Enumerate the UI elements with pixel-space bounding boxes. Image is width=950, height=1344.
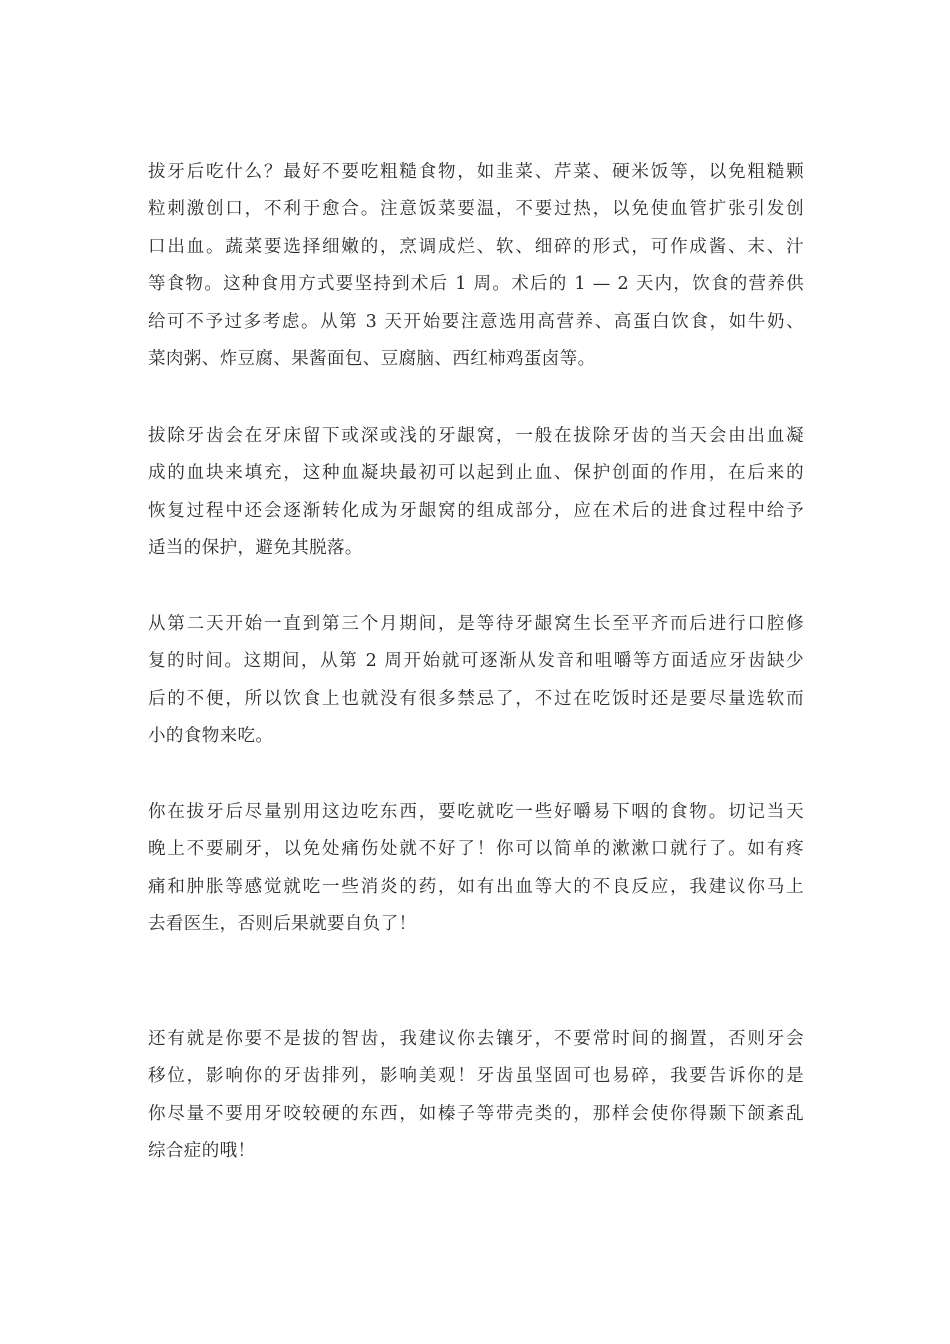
paragraph-3 xyxy=(148,606,804,756)
paragraph-2 xyxy=(148,418,804,568)
paragraph-line: 从第二天开始一直到第三个月期间，是等待牙龈窝生长至平齐而后进行口腔修 xyxy=(148,614,804,634)
paragraph-line: 给可不予过多考虑。从第 3 天开始要注意选用高营养、高蛋白饮食，如牛奶、 xyxy=(148,311,804,332)
paragraph-line: 成的血块来填充，这种血凝块最初可以起到止血、保护创面的作用，在后来的 xyxy=(148,463,804,484)
paragraph-line: 拔牙后吃什么？最好不要吃粗糙食物，如韭菜、芹菜、硬米饭等，以免粗糙颗 xyxy=(148,162,804,182)
paragraph-line: 你在拔牙后尽量别用这边吃东西，要吃就吃一些好嚼易下咽的食物。切记当天 xyxy=(148,802,804,822)
paragraph-line: 还有就是你要不是拔的智齿，我建议你去镶牙，不要常时间的搁置，否则牙会 xyxy=(148,1029,804,1049)
paragraph-line: 综合症的哦！ xyxy=(148,1141,256,1162)
paragraph-5 xyxy=(148,1021,804,1171)
paragraph-1 xyxy=(148,154,804,378)
paragraph-line: 口出血。蔬菜要选择细嫩的，烹调成烂、软、细碎的形式，可作成酱、末、汁 xyxy=(148,236,804,257)
paragraph-line: 恢复过程中还会逐渐转化成为牙龈窝的组成部分，应在术后的进食过程中给予 xyxy=(148,500,804,521)
paragraph-line: 适当的保护，避免其脱落。 xyxy=(148,538,363,559)
paragraph-line: 小的食物来吃。 xyxy=(148,726,274,747)
paragraph-line: 等食物。这种食用方式要坚持到术后 1 周。术后的 1 — 2 天内，饮食的营养供 xyxy=(148,274,804,295)
paragraph-line: 移位，影响你的牙齿排列，影响美观！牙齿虽坚固可也易碎，我要告诉你的是 xyxy=(148,1066,804,1087)
paragraph-line: 痛和肿胀等感觉就吃一些消炎的药，如有出血等大的不良反应，我建议你马上 xyxy=(148,876,804,897)
paragraph-line: 粒刺激创口，不利于愈合。注意饭菜要温，不要过热，以免使血管扩张引发创 xyxy=(148,199,804,220)
paragraph-line: 复的时间。这期间，从第 2 周开始就可逐渐从发音和咀嚼等方面适应牙齿缺少 xyxy=(148,651,804,672)
paragraph-line: 拔除牙齿会在牙床留下或深或浅的牙龈窝，一般在拔除牙齿的当天会由出血凝 xyxy=(148,426,804,446)
paragraph-4 xyxy=(148,794,804,944)
paragraph-line: 晚上不要刷牙，以免处痛伤处就不好了！你可以简单的漱漱口就行了。如有疼 xyxy=(148,839,804,860)
paragraph-line: 菜肉粥、炸豆腐、果酱面包、豆腐脑、西红柿鸡蛋卤等。 xyxy=(148,348,596,369)
paragraph-line: 后的不便，所以饮食上也就没有很多禁忌了，不过在吃饭时还是要尽量选软而 xyxy=(148,688,804,709)
paragraph-line: 去看医生，否则后果就要自负了！ xyxy=(148,914,417,935)
paragraph-line: 你尽量不要用牙咬较硬的东西，如榛子等带壳类的，那样会使你得颞下颌紊乱 xyxy=(148,1103,804,1124)
